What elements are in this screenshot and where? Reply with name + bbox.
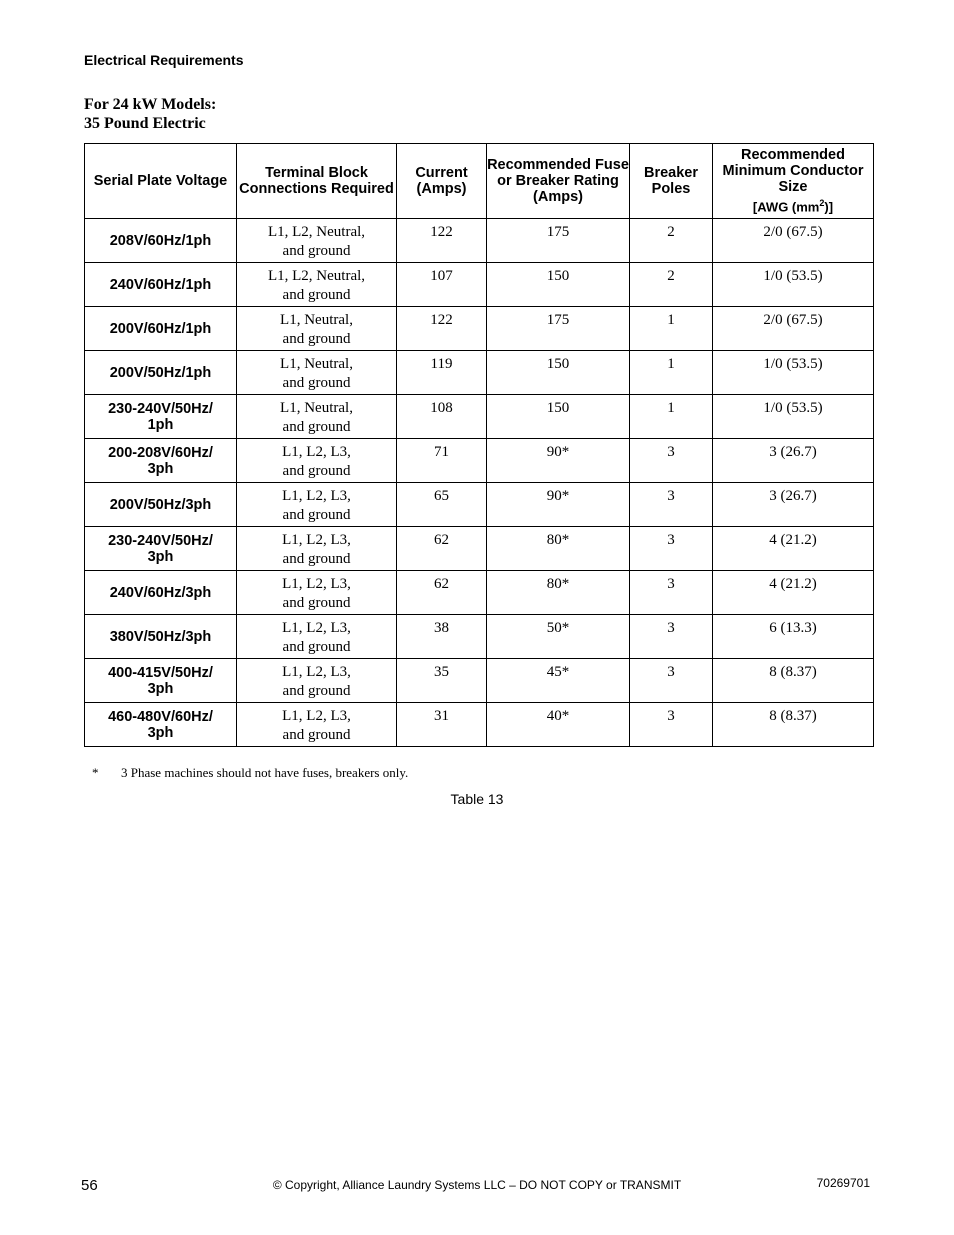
cell-voltage: 208V/60Hz/1ph [85, 219, 237, 263]
header-voltage: Serial Plate Voltage [85, 144, 237, 219]
cell-terminal: L1, L2, L3, and ground [237, 527, 397, 571]
table-caption: Table 13 [450, 791, 504, 807]
model-title-line1: For 24 kW Models: [84, 96, 217, 113]
cell-voltage: 230-240V/50Hz/ 1ph [85, 395, 237, 439]
cell-poles: 3 [630, 439, 713, 483]
cell-current: 122 [397, 219, 487, 263]
cell-poles: 3 [630, 659, 713, 703]
footnote-text: 3 Phase machines should not have fuses, breakers only. [121, 765, 409, 780]
cell-voltage: 240V/60Hz/1ph [85, 263, 237, 307]
cell-fuse: 80* [487, 571, 630, 615]
cell-voltage: 200V/60Hz/1ph [85, 307, 237, 351]
cell-poles: 2 [630, 263, 713, 307]
cell-terminal: L1, Neutral, and ground [237, 351, 397, 395]
footnote-mark: * [92, 765, 99, 780]
cell-current: 65 [397, 483, 487, 527]
cell-fuse: 175 [487, 219, 630, 263]
cell-voltage: 200V/50Hz/1ph [85, 351, 237, 395]
cell-terminal: L1, L2, Neutral, and ground [237, 219, 397, 263]
header-conductor: Recommended Minimum Conductor Size [AWG $(mm^2)$] [713, 144, 874, 219]
cell-terminal: L1, L2, L3, and ground [237, 483, 397, 527]
table-header-row [85, 144, 874, 219]
copyright-notice: © Copyright, Alliance Laundry Systems LLC – DO NOT COPY or TRANSMIT [272, 1178, 682, 1192]
cell-voltage: 230-240V/50Hz/ 3ph [85, 527, 237, 571]
cell-terminal: L1, L2, L3, and ground [237, 703, 397, 747]
cell-fuse: 150 [487, 351, 630, 395]
cell-current: 122 [397, 307, 487, 351]
cell-poles: 3 [630, 483, 713, 527]
cell-voltage: 240V/60Hz/3ph [85, 571, 237, 615]
header-fuse: Recommended Fuse or Breaker Rating (Amps) [487, 144, 630, 219]
cell-fuse: 175 [487, 307, 630, 351]
cell-terminal: L1, Neutral, and ground [237, 395, 397, 439]
cell-terminal: L1, L2, L3, and ground [237, 615, 397, 659]
cell-fuse: 150 [487, 263, 630, 307]
cell-current: 62 [397, 571, 487, 615]
table-row [85, 527, 874, 571]
cell-conductor: 8 (8.37) [713, 703, 874, 747]
cell-voltage: 400-415V/50Hz/ 3ph [85, 659, 237, 703]
table-row [85, 439, 874, 483]
cell-conductor: 6 (13.3) [713, 615, 874, 659]
document-number: 70269701 [816, 1176, 870, 1190]
table-row [85, 307, 874, 351]
cell-current: 71 [397, 439, 487, 483]
table-row [85, 483, 874, 527]
cell-conductor: 8 (8.37) [713, 659, 874, 703]
cell-terminal: L1, Neutral, and ground [237, 307, 397, 351]
cell-conductor: 1/0 (53.5) [713, 395, 874, 439]
cell-conductor: 2/0 (67.5) [713, 219, 874, 263]
model-title [84, 95, 216, 133]
cell-conductor: 2/0 (67.5) [713, 307, 874, 351]
cell-conductor: 3 (26.7) [713, 439, 874, 483]
cell-fuse: 80* [487, 527, 630, 571]
header-current: Current (Amps) [397, 144, 487, 219]
table-row [85, 219, 874, 263]
table-body [85, 219, 874, 747]
page-number: 56 [81, 1177, 98, 1194]
cell-terminal: L1, L2, L3, and ground [237, 439, 397, 483]
header-conductor-unit: [AWG $(mm^2)$] [752, 197, 834, 215]
cell-poles: 3 [630, 571, 713, 615]
cell-poles: 3 [630, 615, 713, 659]
table-row [85, 351, 874, 395]
table-row [85, 615, 874, 659]
table-row [85, 571, 874, 615]
model-title-line2: 35 Pound Electric [84, 115, 206, 132]
section-heading: Electrical Requirements [84, 52, 244, 68]
cell-terminal: L1, L2, L3, and ground [237, 571, 397, 615]
cell-conductor: 3 (26.7) [713, 483, 874, 527]
cell-fuse: 150 [487, 395, 630, 439]
cell-conductor: 4 (21.2) [713, 527, 874, 571]
cell-conductor: 1/0 (53.5) [713, 263, 874, 307]
cell-current: 31 [397, 703, 487, 747]
cell-poles: 1 [630, 307, 713, 351]
cell-poles: 1 [630, 395, 713, 439]
cell-voltage: 460-480V/60Hz/ 3ph [85, 703, 237, 747]
cell-conductor: 4 (21.2) [713, 571, 874, 615]
cell-poles: 1 [630, 351, 713, 395]
cell-current: 108 [397, 395, 487, 439]
table-row [85, 395, 874, 439]
cell-current: 107 [397, 263, 487, 307]
cell-terminal: L1, L2, Neutral, and ground [237, 263, 397, 307]
cell-poles: 2 [630, 219, 713, 263]
cell-voltage: 200-208V/60Hz/ 3ph [85, 439, 237, 483]
cell-current: 35 [397, 659, 487, 703]
cell-poles: 3 [630, 703, 713, 747]
cell-current: 119 [397, 351, 487, 395]
cell-fuse: 45* [487, 659, 630, 703]
cell-poles: 3 [630, 527, 713, 571]
table-row [85, 659, 874, 703]
cell-voltage: 380V/50Hz/3ph [85, 615, 237, 659]
cell-current: 62 [397, 527, 487, 571]
cell-fuse: 50* [487, 615, 630, 659]
cell-terminal: L1, L2, L3, and ground [237, 659, 397, 703]
electrical-requirements-table [84, 143, 874, 747]
cell-conductor: 1/0 (53.5) [713, 351, 874, 395]
table-row [85, 703, 874, 747]
cell-fuse: 90* [487, 483, 630, 527]
header-terminal: Terminal Block Connections Required [237, 144, 397, 219]
cell-current: 38 [397, 615, 487, 659]
header-poles: Breaker Poles [630, 144, 713, 219]
cell-voltage: 200V/50Hz/3ph [85, 483, 237, 527]
cell-fuse: 40* [487, 703, 630, 747]
footnote [92, 765, 408, 781]
cell-fuse: 90* [487, 439, 630, 483]
table-row [85, 263, 874, 307]
